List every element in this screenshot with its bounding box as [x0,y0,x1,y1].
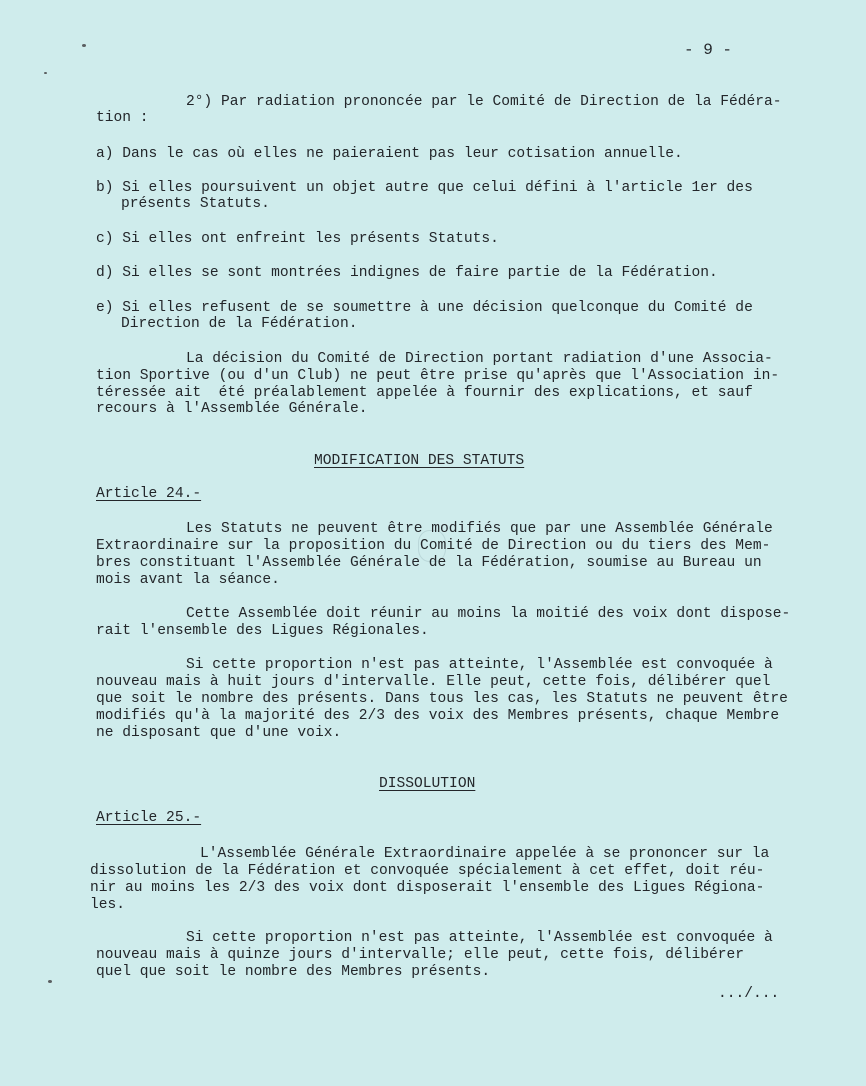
para-24-3-line: modifiés qu'à la majorité des 2/3 des voix des Membres présents, chaque Membre [96,708,780,724]
continuation-mark: .../... [718,986,780,1002]
section-heading-dissolution: DISSOLUTION [379,776,476,792]
list-item-c: c) Si elles ont enfreint les présents Statuts. [96,231,499,247]
para-decision-line: tion Sportive (ou d'un Club) ne peut être prise qu'après que l'Association in- [96,368,780,384]
list-item-a: a) Dans le cas où elles ne paieraient pas leur cotisation annuelle. [96,146,683,162]
para-24-1-line: Extraordinaire sur la proposition du Comité de Direction ou du tiers des Mem- [96,538,771,554]
ink-speck [48,980,52,983]
para-24-1-line: mois avant la séance. [96,572,280,588]
para-24-2-line: Cette Assemblée doit réunir au moins la moitié des voix dont dispose- [186,606,791,622]
para-24-3-line: Si cette proportion n'est pas atteinte, l'Assemblée est convoquée à [186,657,773,673]
para-25-2-line: quel que soit le nombre des Membres présents. [96,964,491,980]
para-2o-line: tion : [96,110,149,126]
list-item-b: b) Si elles poursuivent un objet autre que celui défini à l'article 1er des [96,180,753,196]
para-24-3-line: nouveau mais à huit jours d'intervalle. Elle peut, cette fois, délibérer quel [96,674,771,690]
para-24-3-line: que soit le nombre des présents. Dans tous les cas, les Statuts ne peuvent être [96,691,788,707]
para-2o-line: 2°) Par radiation prononcée par le Comité de Direction de la Fédéra- [186,94,782,110]
para-decision-line: recours à l'Assemblée Générale. [96,401,368,417]
para-25-1-line: dissolution de la Fédération et convoquée spécialement à cet effet, doit réu- [90,863,765,879]
list-item-d: d) Si elles se sont montrées indignes de faire partie de la Fédération. [96,265,718,281]
list-item-b: présents Statuts. [121,196,270,212]
article-25-heading: Article 25.- [96,810,202,826]
para-25-1-line: nir au moins les 2/3 des voix dont disposerait l'ensemble des Ligues Régiona- [90,880,765,896]
para-24-2-line: rait l'ensemble des Ligues Régionales. [96,623,429,639]
para-24-1-line: bres constituant l'Assemblée Générale de la Fédération, soumise au Bureau un [96,555,762,571]
para-25-1-line: L'Assemblée Générale Extraordinaire appelée à se prononcer sur la [200,846,770,862]
para-decision-line: La décision du Comité de Direction portant radiation d'une Associa- [186,351,773,367]
list-item-e: e) Si elles refusent de se soumettre à une décision quelconque du Comité de [96,300,753,316]
para-25-1-line: les. [90,897,126,913]
para-decision-line: téressée ait été préalablement appelée à fournir des explications, et sauf [96,385,753,401]
ink-speck [44,72,47,74]
ink-speck [82,44,86,47]
para-25-2-line: nouveau mais à quinze jours d'intervalle; elle peut, cette fois, délibérer [96,947,745,963]
page-number: - 9 - [684,41,733,59]
para-24-3-line: ne disposant que d'une voix. [96,725,342,741]
section-heading-modification: MODIFICATION DES STATUTS [314,453,525,469]
para-25-2-line: Si cette proportion n'est pas atteinte, l'Assemblée est convoquée à [186,930,773,946]
article-24-heading: Article 24.- [96,486,202,502]
para-24-1-line: Les Statuts ne peuvent être modifiés que par une Assemblée Générale [186,521,773,537]
list-item-e: Direction de la Fédération. [121,316,358,332]
